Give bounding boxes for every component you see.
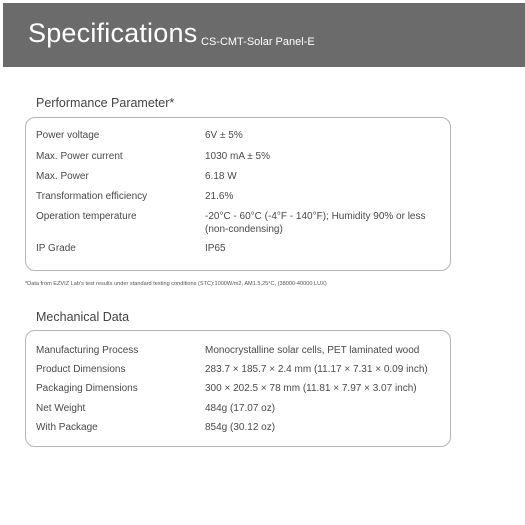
spec-value: 283.7 × 185.7 × 2.4 mm (11.17 × 7.31 × 0.09 inch) [205, 364, 428, 375]
spec-value: Monocrystalline solar cells, PET laminated wood [205, 345, 420, 356]
performance-table [25, 117, 451, 271]
page-header [3, 3, 525, 67]
spec-value: 6.18 W [205, 171, 237, 182]
spec-label: Max. Power current [36, 151, 123, 162]
product-model: CS-CMT-Solar Panel-E [201, 36, 315, 48]
test-conditions-footnote: *Data from EZVIZ Lab's test results under standard testing conditions (STC):1000W/m2, AM1.5,25°C, (38000-40000 LUX) [25, 281, 327, 287]
mechanical-section-title: Mechanical Data [36, 310, 130, 324]
spec-label: Max. Power [36, 171, 89, 182]
spec-label: With Package [36, 422, 98, 433]
mechanical-table [25, 330, 451, 447]
spec-value: 21.6% [205, 191, 234, 202]
spec-label: Transformation efficiency [36, 191, 148, 202]
spec-value: -20°C - 60°C (-4°F - 140°F); Humidity 90% or less (non-condensing) [205, 211, 426, 235]
spec-label: Power voltage [36, 130, 100, 141]
spec-value: 1030 mA ± 5% [205, 151, 270, 162]
spec-label: Product Dimensions [36, 364, 126, 375]
spec-value: 484g (17.07 oz) [205, 403, 276, 414]
spec-label: Net Weight [36, 403, 86, 414]
spec-value: IP65 [205, 243, 226, 254]
spec-value: 6V ± 5% [205, 130, 243, 141]
spec-label: Operation temperature [36, 211, 137, 222]
performance-section-title: Performance Parameter* [36, 96, 175, 110]
page-title: Specifications [28, 18, 198, 48]
spec-value: 300 × 202.5 × 78 mm (11.81 × 7.97 × 3.07 inch) [205, 383, 417, 394]
spec-value: 854g (30.12 oz) [205, 422, 276, 433]
spec-label: IP Grade [36, 243, 76, 254]
spec-label: Manufacturing Process [36, 345, 139, 356]
spec-label: Packaging Dimensions [36, 383, 138, 394]
